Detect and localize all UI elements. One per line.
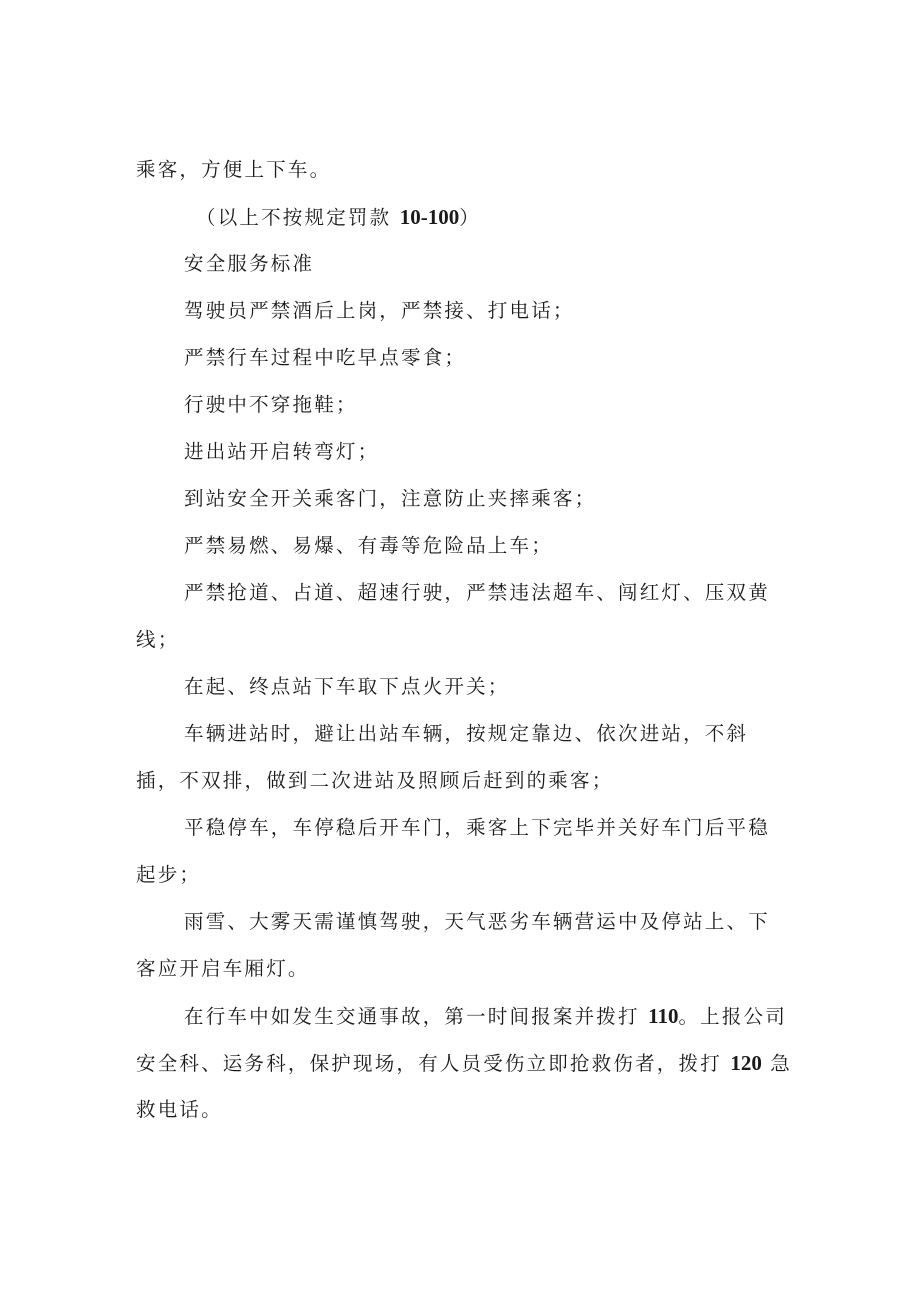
rule-item: 在起、终点站下车取下点火开关； [184,675,510,698]
accident-procedure-text: 。上报公司 [678,1005,787,1028]
rule-item-continuation: 客应开启车厢灯。 [136,957,310,980]
paragraph-line: 乘客，方便上下车。 [136,158,332,181]
penalty-note-suffix: ） [459,206,481,229]
rule-item-continuation: 起步； [136,863,202,886]
section-heading: 安全服务标准 [184,252,315,275]
penalty-amount: 10-100 [399,205,460,229]
police-number: 110 [648,1004,679,1028]
penalty-note [196,205,856,230]
rule-item-continuation: 线； [136,628,180,651]
rule-item-continuation: 插，不双排，做到二次进站及照顾后赶到的乘客； [136,769,614,792]
rule-item: 严禁行车过程中吃早点零食； [184,346,467,369]
accident-procedure-text: 在行车中如发生交通事故，第一时间报案并拨打 [184,1005,649,1028]
ambulance-number: 120 [730,1051,762,1075]
rule-item: 严禁易燃、易爆、有毒等危险品上车； [184,534,553,557]
accident-procedure-text: 安全科、运务科，保护现场，有人员受伤立即抢救伤者，拨打 [136,1052,731,1075]
rule-item: 行驶中不穿拖鞋； [184,393,358,416]
accident-procedure-continuation [136,1051,796,1076]
accident-procedure [184,1004,844,1029]
accident-procedure-continuation: 救电话。 [136,1098,223,1121]
rule-item: 驾驶员严禁酒后上岗，严禁接、打电话； [184,299,575,322]
rule-item: 到站安全开关乘客门，注意防止夹摔乘客； [184,487,597,510]
accident-procedure-text: 急 [761,1052,792,1075]
penalty-note-prefix: （以上不按规定罚款 [196,206,400,229]
rule-item: 平稳停车，车停稳后开车门，乘客上下完毕并关好车门后平稳 [184,816,770,839]
rule-item: 雨雪、大雾天需谨慎驾驶，天气恶劣车辆营运中及停站上、下 [184,910,770,933]
rule-item: 严禁抢道、占道、超速行驶，严禁违法超车、闯红灯、压双黄 [184,581,770,604]
rule-item: 进出站开启转弯灯； [184,440,380,463]
rule-item: 车辆进站时，避让出站车辆，按规定靠边、依次进站，不斜 [184,722,749,745]
